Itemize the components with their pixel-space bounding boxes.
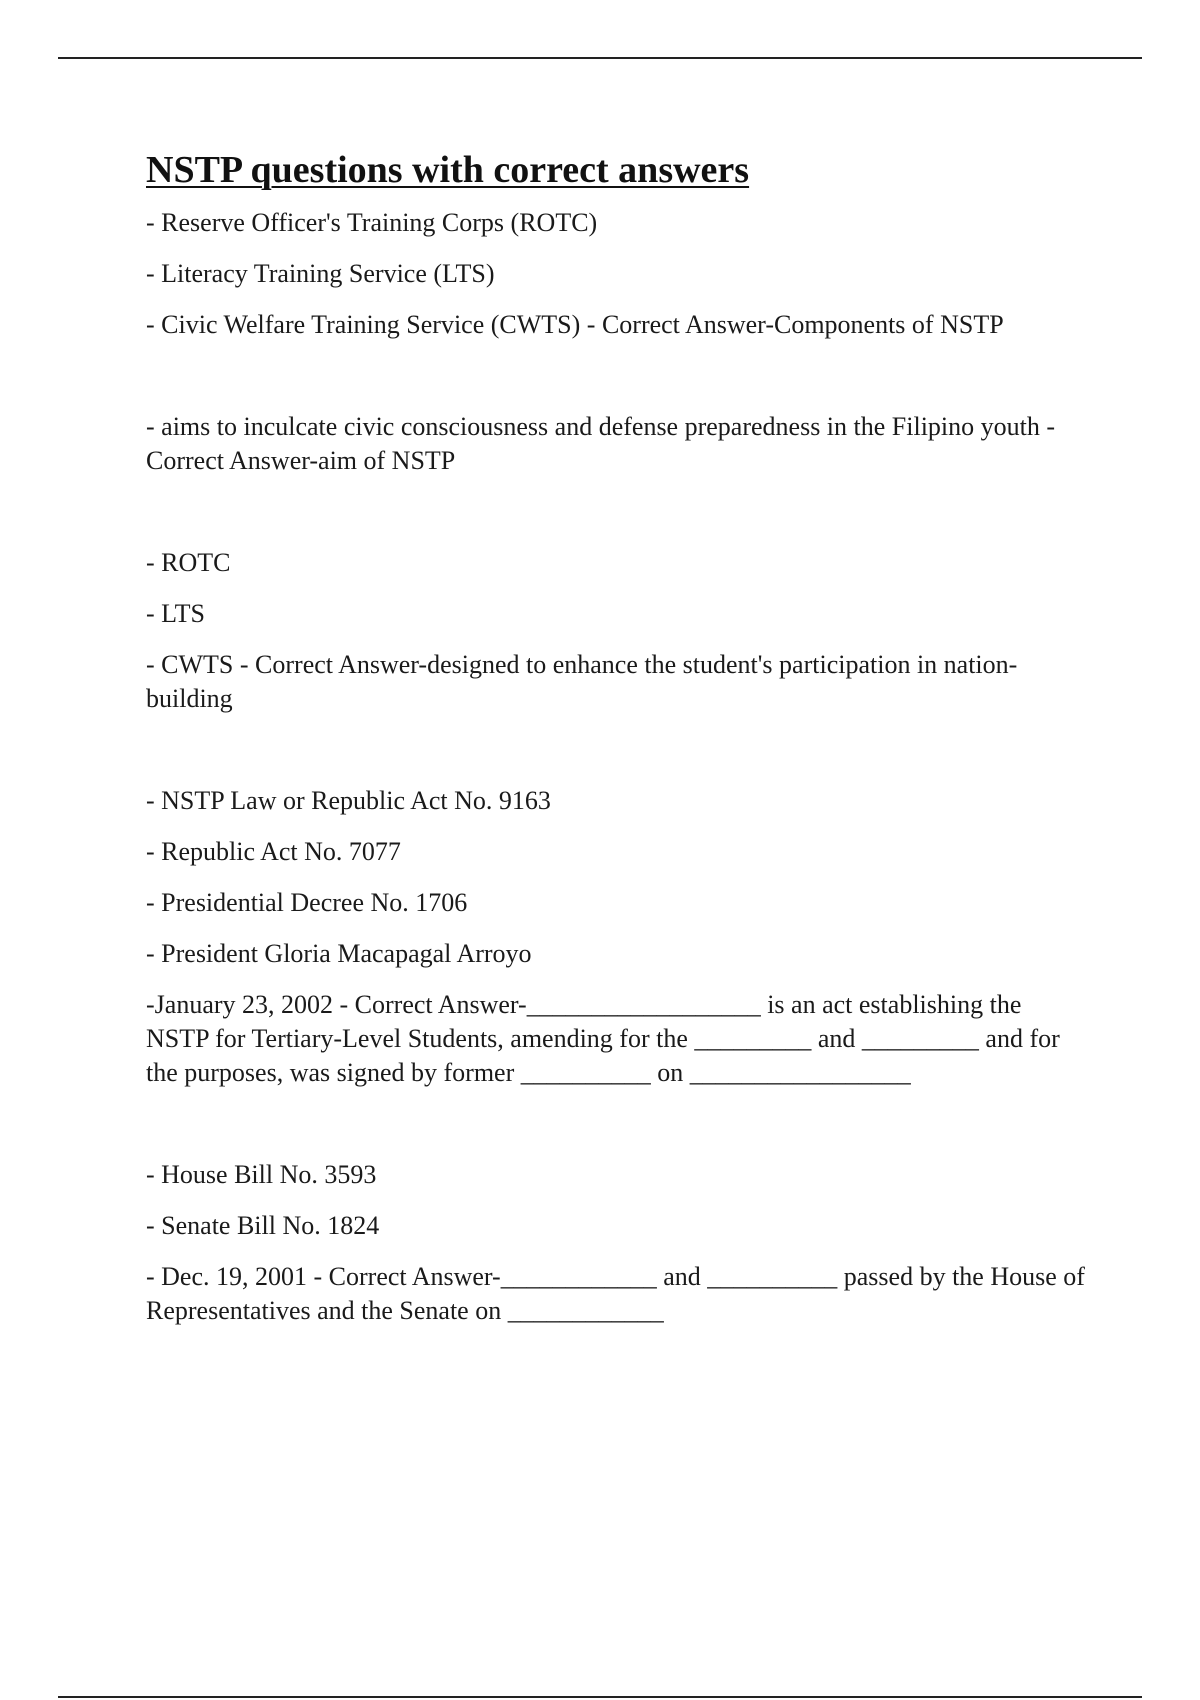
qa-line: - aims to inculcate civic consciousness and defense preparedness in the Filipino youth - Correct Answer-aim of NSTP bbox=[146, 412, 1056, 475]
bottom-rule bbox=[58, 1696, 1142, 1698]
qa-line: - Civic Welfare Training Service (CWTS) - Correct Answer-Components of NSTP bbox=[146, 310, 1004, 339]
qa-item-4 bbox=[146, 784, 1086, 1090]
top-rule bbox=[58, 57, 1142, 59]
document-body bbox=[146, 148, 1086, 1328]
qa-item-5 bbox=[146, 1158, 1086, 1328]
qa-line: - NSTP Law or Republic Act No. 9163 bbox=[146, 786, 551, 815]
qa-line: - ROTC bbox=[146, 548, 231, 577]
qa-item-3 bbox=[146, 546, 1086, 716]
page-title: NSTP questions with correct answers bbox=[146, 149, 750, 191]
qa-line: - Dec. 19, 2001 - Correct Answer-____________ and __________ passed by the House of Representatives and the Senate on ____________ bbox=[146, 1262, 1085, 1325]
qa-line: - Senate Bill No. 1824 bbox=[146, 1211, 380, 1240]
qa-line: -January 23, 2002 - Correct Answer-__________________ is an act establishing the NSTP for Tertiary-Level Students, amending for the _________ and _________ and for the purposes, was signed by former __________ on _________________ bbox=[146, 990, 1060, 1087]
qa-line: - LTS bbox=[146, 599, 205, 628]
qa-item-2 bbox=[146, 410, 1086, 478]
qa-line: - Presidential Decree No. 1706 bbox=[146, 888, 468, 917]
qa-line: - Reserve Officer's Training Corps (ROTC) bbox=[146, 208, 598, 237]
qa-line: - President Gloria Macapagal Arroyo bbox=[146, 939, 532, 968]
qa-item-1 bbox=[146, 206, 1086, 342]
qa-line: - House Bill No. 3593 bbox=[146, 1160, 377, 1189]
qa-line: - Republic Act No. 7077 bbox=[146, 837, 401, 866]
qa-line: - CWTS - Correct Answer-designed to enhance the student's participation in nation-building bbox=[146, 650, 1018, 713]
qa-line: - Literacy Training Service (LTS) bbox=[146, 259, 495, 288]
